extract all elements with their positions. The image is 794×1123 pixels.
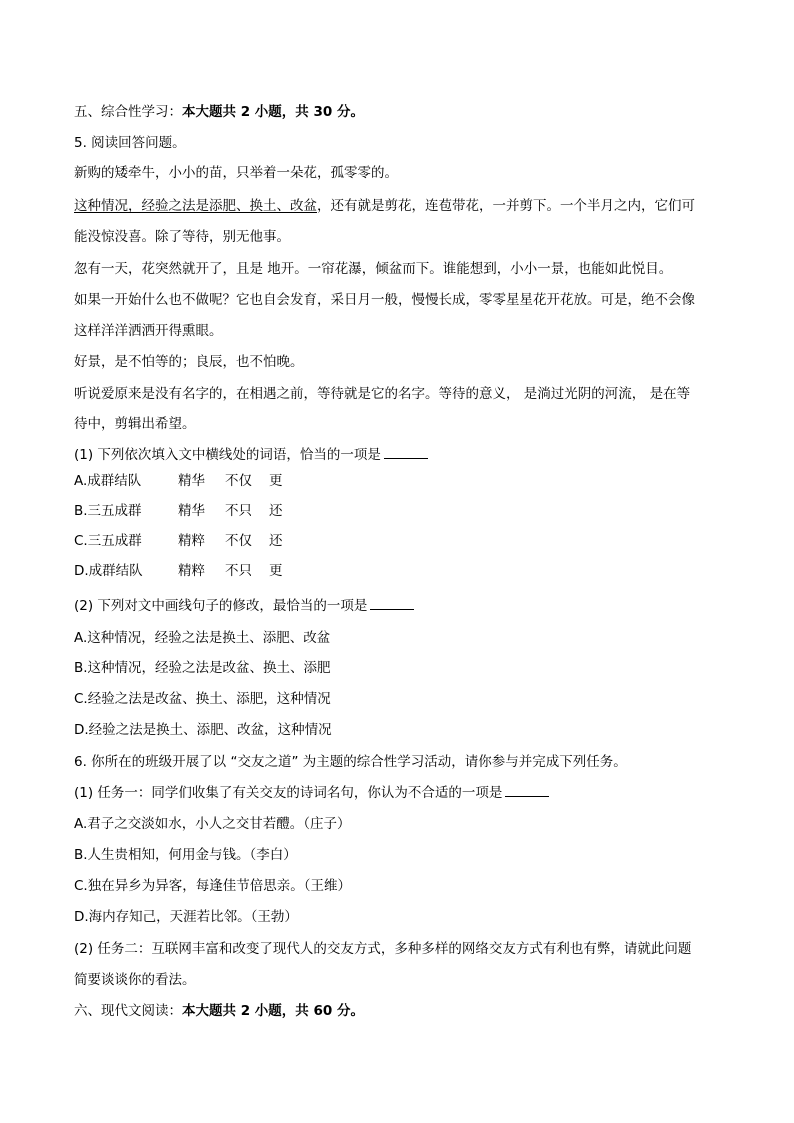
section-six-heading — [74, 1002, 364, 1020]
q6-sub1-option-a[interactable]: A.君子之交淡如水，小人之交甘若醴。（庄子） — [74, 816, 351, 832]
option-word-2: 精粹 — [178, 533, 205, 549]
q6-sub1-option-d[interactable]: D.海内存知己，天涯若比邻。（王勃） — [74, 909, 298, 925]
passage-paragraph-5: 好景，是不怕等的；良辰，也不怕晚。 — [74, 354, 304, 370]
q5-sub2-option-d[interactable]: D.经验之法是换土、添肥、改盆，这种情况 — [74, 722, 332, 738]
q5-sub2-option-b[interactable]: B.这种情况，经验之法是改盆、换土、添肥 — [74, 660, 331, 676]
option-word-2: 精华 — [178, 503, 205, 519]
question-5-sub1-stem — [74, 446, 428, 464]
sub1-stem-text: (1) 下列依次填入文中横线处的词语，恰当的一项是 — [74, 447, 381, 463]
option-word-3: 不只 — [225, 563, 252, 579]
question-5-title: 5. 阅读回答问题。 — [74, 135, 186, 151]
answer-blank[interactable] — [370, 597, 414, 610]
section-five-heading — [74, 103, 364, 121]
section-five-points: 本大题共 2 小题，共 30 分。 — [182, 104, 364, 120]
passage-paragraph-4b: 这样洋洋洒洒开得熏眼。 — [74, 323, 223, 339]
passage-paragraph-3: 忽有一天，花突然就开了，且是 地开。一帘花瀑，倾盆而下。谁能想到，小小一景，也能如此悦目。 — [74, 261, 673, 277]
option-word-1: C.三五成群 — [74, 533, 142, 549]
sub2-stem-text: (2) 下列对文中画线句子的修改，最恰当的一项是 — [74, 598, 368, 614]
option-word-2: 精粹 — [178, 563, 205, 579]
option-word-3: 不仅 — [225, 533, 252, 549]
passage-paragraph-2-cont: 能没惊没喜。除了等待，别无他事。 — [74, 229, 290, 245]
passage-paragraph-6b: 待中，剪辑出希望。 — [74, 416, 196, 432]
option-word-3: 不只 — [225, 503, 252, 519]
section-six-points: 本大题共 2 小题，共 60 分。 — [182, 1003, 364, 1019]
answer-blank[interactable] — [505, 784, 549, 797]
underlined-sentence: 这种情况，经验之法是添肥、换土、改盆 — [74, 198, 317, 214]
q5-sub2-option-c[interactable]: C.经验之法是改盆、换土、添肥，这种情况 — [74, 691, 331, 707]
q6-sub1-option-b[interactable]: B.人生贵相知，何用金与钱。（李白） — [74, 847, 297, 863]
option-word-3: 不仅 — [225, 473, 252, 489]
passage-paragraph-2 — [74, 197, 695, 215]
option-word-4: 更 — [269, 473, 283, 489]
option-word-1: D.成群结队 — [74, 563, 143, 579]
option-word-1: A.成群结队 — [74, 473, 142, 489]
option-word-4: 还 — [269, 533, 283, 549]
answer-blank[interactable] — [384, 446, 428, 459]
option-word-1: B.三五成群 — [74, 503, 142, 519]
question-6-sub2-line1: (2) 任务二：互联网丰富和改变了现代人的交友方式，多种多样的网络交友方式有利也有弊，请就此问题 — [74, 941, 692, 957]
q6-sub1-stem-text: (1) 任务一：同学们收集了有关交友的诗词名句，你认为不合适的一项是 — [74, 785, 503, 801]
question-5-sub2-stem — [74, 597, 414, 615]
q6-sub1-option-c[interactable]: C.独在异乡为异客，每逢佳节倍思亲。（王维） — [74, 878, 351, 894]
passage-paragraph-2-rest: ，还有就是剪花，连苞带花，一并剪下。一个半月之内，它们可 — [317, 198, 695, 214]
section-six-prefix: 六、现代文阅读： — [74, 1003, 182, 1019]
passage-paragraph-6a: 听说爱原来是没有名字的，在相遇之前，等待就是它的名字。等待的意义， 是淌过光阴的河流， 是在等 — [74, 386, 691, 402]
q5-sub2-option-a[interactable]: A.这种情况，经验之法是换土、添肥、改盆 — [74, 630, 331, 646]
passage-paragraph-1: 新购的矮牵牛，小小的苗，只举着一朵花，孤零零的。 — [74, 165, 398, 181]
question-6-title: 6. 你所在的班级开展了以 “交友之道” 为主题的综合性学习活动，请你参与并完成下列任务。 — [74, 754, 627, 770]
question-6-sub1-stem — [74, 784, 549, 802]
option-word-4: 还 — [269, 503, 283, 519]
passage-paragraph-4a: 如果一开始什么也不做呢？它也自会发育，采日月一般，慢慢长成，零零星星花开花放。可是，绝不会像 — [74, 292, 695, 308]
option-word-4: 更 — [269, 563, 283, 579]
option-word-2: 精华 — [178, 473, 205, 489]
question-6-sub2-line2: 简要谈谈你的看法。 — [74, 972, 196, 988]
section-five-prefix: 五、综合性学习： — [74, 104, 182, 120]
